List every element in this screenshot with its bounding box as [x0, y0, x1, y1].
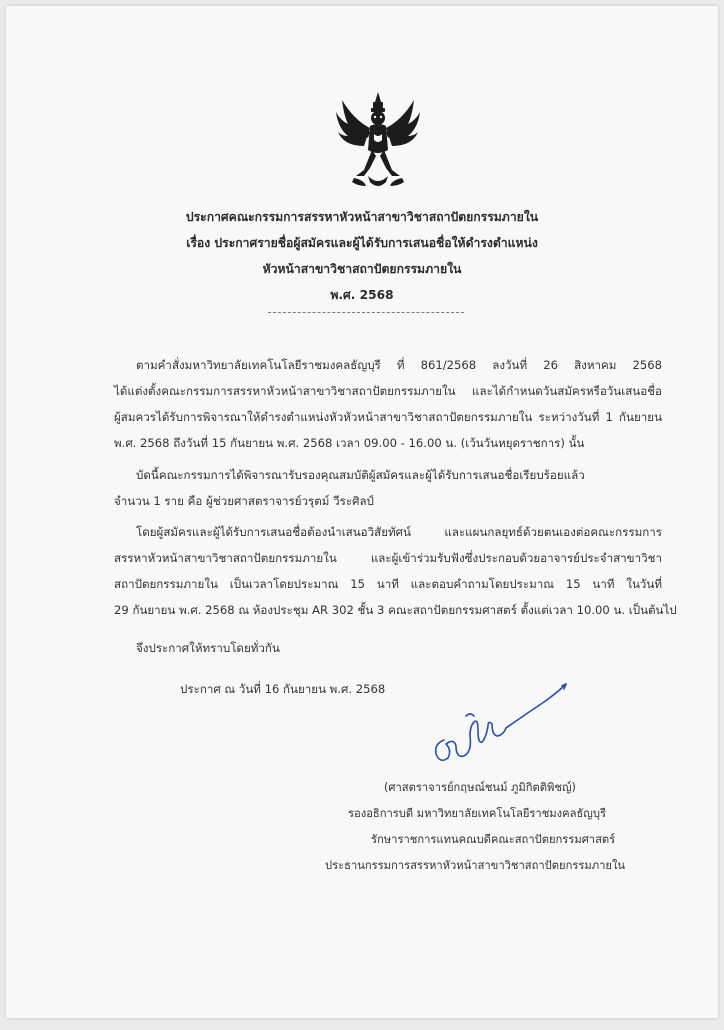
signatory-position: รักษาราชการแทนคณบดีคณะสถาปัตยกรรมศาสตร์ [371, 833, 616, 846]
paragraph-2-line: จำนวน 1 ราย คือ ผู้ช่วยศาสตราจารย์วรุตม์ วีระศิลป์ [114, 494, 374, 508]
paragraph-1-line: พ.ศ. 2568 ถึงวันที่ 15 กันยายน พ.ศ. 2568 เวลา 09.00 - 16.00 น. (เว้นวันหยุดราชการ) นั้น [114, 436, 585, 450]
paragraph-3-line: โดยผู้สมัครและผู้ได้รับการเสนอชื่อต้องนำเสนอวิสัยทัศน์ และแผนกลยุทธ์ด้วยตนเองต่อคณะกรรมการ [136, 525, 662, 539]
handwritten-signature [426, 674, 586, 766]
announcement-subject-cont: หัวหน้าสาขาวิชาสถาปัตยกรรมภายใน [262, 262, 462, 276]
closing-statement: จึงประกาศให้ทราบโดยทั่วกัน [136, 641, 280, 655]
signatory-position: รองอธิการบดี มหาวิทยาลัยเทคโนโลยีราชมงคลธัญบุรี [348, 807, 606, 820]
signatory-name: (ศาสตราจารย์กฤษณ์ชนม์ ภูมิกิตติพิชญ์) [384, 781, 576, 794]
paragraph-3-line: 29 กันยายน พ.ศ. 2568 ณ ห้องประชุม AR 302 ชั้น 3 คณะสถาปัตยกรรมศาสตร์ ตั้งแต่เวลา 10.00 น. เป็นต้นไป [114, 603, 677, 617]
paragraph-3-line: สถาปัตยกรรมภายใน เป็นเวลาโดยประมาณ 15 นาที และตอบคำถามโดยประมาณ 15 นาที ในวันที่ [114, 577, 662, 591]
document-page [6, 6, 718, 1018]
paragraph-1-line: ผู้สมควรได้รับการพิจารณาให้ดำรงตำแหน่งหัวหัวหน้าสาขาวิชาสถาปัตยกรรมภายใน ระหว่างวันที่ 1 กันยายน [114, 410, 662, 424]
announcement-year: พ.ศ. 2568 [330, 288, 394, 302]
dashed-divider [268, 312, 464, 313]
garuda-emblem-icon [334, 90, 422, 190]
announce-date: ประกาศ ณ วันที่ 16 กันยายน พ.ศ. 2568 [180, 682, 386, 696]
paragraph-3-line: สรรหาหัวหน้าสาขาวิชาสถาปัตยกรรมภายใน และผู้เข้าร่วมรับฟังซึ่งประกอบด้วยอาจารย์ประจำสาขาวิชา [114, 551, 662, 565]
signatory-position: ประธานกรรมการสรรหาหัวหน้าสาขาวิชาสถาปัตยกรรมภายใน [325, 859, 626, 872]
paragraph-1-line: ได้แต่งตั้งคณะกรรมการสรรหาหัวหน้าสาขาวิชาสถาปัตยกรรมภายใน และได้กำหนดวันสมัครหรือวันเสนอชื่อ [114, 384, 662, 398]
announcement-subject: เรื่อง ประกาศรายชื่อผู้สมัครและผู้ได้รับการเสนอชื่อให้ดำรงตำแหน่ง [186, 236, 538, 250]
paragraph-2-line: บัดนี้คณะกรรมการได้พิจารณารับรองคุณสมบัติผู้สมัครและผู้ได้รับการเสนอชื่อเรียบร้อยแล้ว [136, 468, 585, 482]
paragraph-1-line: ตามคำสั่งมหาวิทยาลัยเทคโนโลยีราชมงคลธัญบุรี ที่ 861/2568 ลงวันที่ 26 สิงหาคม 2568 [136, 358, 662, 372]
announcement-heading: ประกาศคณะกรรมการสรรหาหัวหน้าสาขาวิชาสถาปัตยกรรมภายใน [185, 210, 539, 224]
